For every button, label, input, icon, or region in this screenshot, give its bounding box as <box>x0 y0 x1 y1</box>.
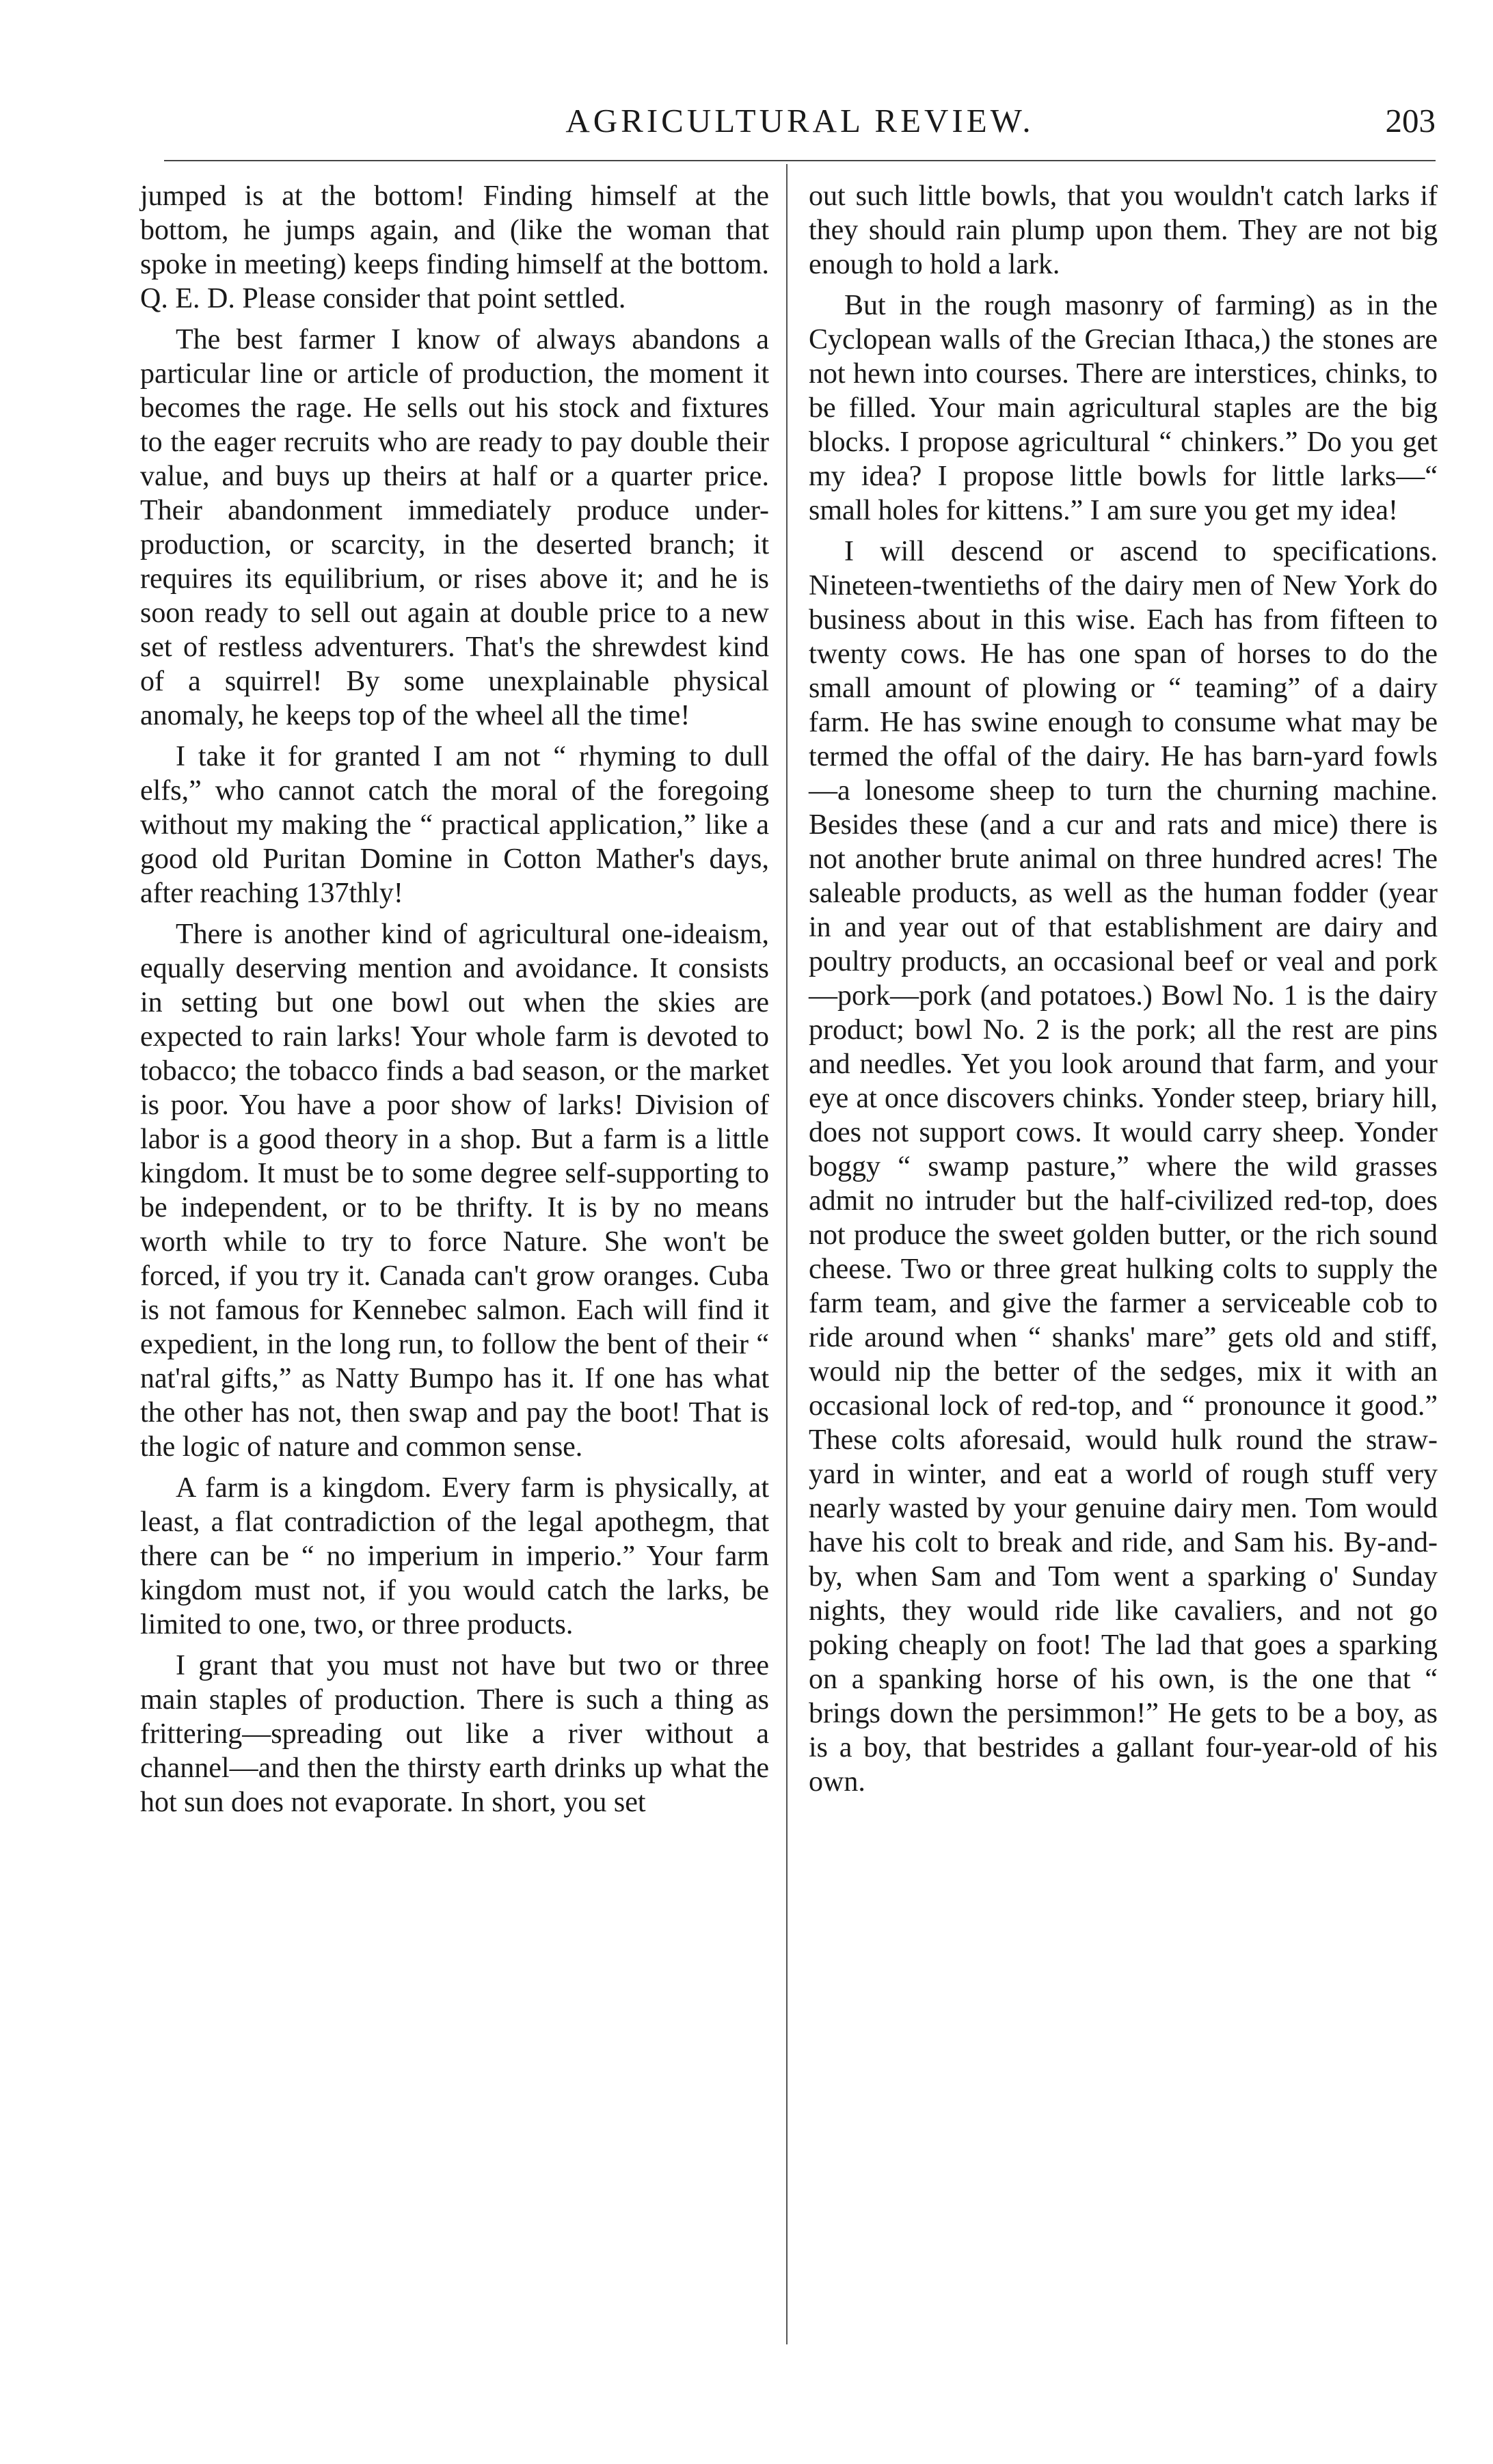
paragraph: But in the rough masonry of farming) as in the Cyclopean walls of the Grecian Ithaca,) the stones are not hewn into courses. There are interstices, chinks, to be filled. Your main agricultural staples are the big blocks. I propose agricultural “ chinkers.” Do you get my idea? I propose little bowls for little larks—“ small holes for kittens.” I am sure you get my idea! <box>809 290 1438 526</box>
paragraph: jumped is at the bottom! Finding himself at the bottom, he jumps again, and (like the woman that spoke in meeting) keeps finding himself at the bottom. Q. E. D. Please consider that point settled. <box>140 180 769 314</box>
running-header <box>164 101 1436 149</box>
paragraph: I take it for granted I am not “ rhyming to dull elfs,” who cannot catch the moral of the foregoing without my making the “ practical application,” like a good old Puritan Domine in Cotton Mather's days, after reaching 137thly! <box>140 741 769 909</box>
paragraph: There is another kind of agricultural one-ideaism, equally deserving mention and avoidance. It consists in setting but one bowl out when the skies are expected to rain larks! Your whole farm is devoted to tobacco; the tobacco finds a bad season, or the market is poor. You have a poor show of larks! Division of labor is a good theory in a shop. But a farm is a little kingdom. It must be to some degree self-supporting to be independent, or to be thrifty. It is by no means worth while to try to force Nature. She won't be forced, if you try it. Canada can't grow oranges. Cuba is not famous for Kennebec salmon. Each will find it expedient, in the long run, to follow the bent of their “ nat'ral gifts,” as Natty Bumpo has it. If one has what the other has not, then swap and pay the boot! That is the logic of nature and common sense. <box>140 919 769 1463</box>
paragraph: out such little bowls, that you wouldn't catch larks if they should rain plump upon them. They are not big enough to hold a lark. <box>809 180 1438 280</box>
left-column <box>140 179 769 1826</box>
paragraph: I grant that you must not have but two or three main staples of production. There is such a thing as frittering—spreading out like a river without a channel—and then the thirsty earth drinks up what the hot sun does not evaporate. In short, you set <box>140 1650 769 1818</box>
header-rule <box>164 160 1436 161</box>
paragraph: I will descend or ascend to specifications. Nineteen-twentieths of the dairy men of New York do business about in this wise. Each has from fifteen to twenty cows. He has one span of horses to do the small amount of plowing or “ teaming” of a dairy farm. He has swine enough to consume what may be termed the offal of the dairy. He has barn-yard fowls—a lonesome sheep to turn the churning machine. Besides these (and a cur and rats and mice) there is not another brute animal on three hundred acres! The saleable products, as well as the human fodder (year in and year out of that establishment are dairy and poultry products, an occasional beef or veal and pork—pork—pork (and potatoes.) Bowl No. 1 is the dairy product; bowl No. 2 is the pork; all the rest are pins and needles. Yet you look around that farm, and your eye at once discovers chinks. Yonder steep, briary hill, does not support cows. It would carry sheep. Yonder boggy “ swamp pasture,” where the wild grasses admit no intruder but the half-civilized red-top, does not produce the sweet golden butter, or the rich sound cheese. Two or three great hulking colts to supply the farm team, and give the farmer a serviceable cob to ride around when “ shanks' mare” gets old and stiff, would nip the better of the sedges, mix it with an occasional lock of red-top, and “ pronounce it good.” These colts aforesaid, would hulk round the straw-yard in winter, and eat a world of rough stuff very nearly wasted by your genuine dairy men. Tom would have his colt to break and ride, and Sam his. By-and-by, when Sam and Tom went a sparking o' Sunday nights, they would ride like cavaliers, and not go poking cheaply on foot! The lad that goes a sparking on a spanking horse of his own, is the one that “ brings down the persimmon!” He gets to be a boy, as is a boy, that bestrides a gallant four-year-old of his own. <box>809 536 1438 1798</box>
paragraph: The best farmer I know of always abandons a particular line or article of production, the moment it becomes the rage. He sells out his stock and fixtures to the eager recruits who are ready to pay double their value, and buys up theirs at half or a quarter price. Their abandonment immediately produce under-production, or scarcity, in the deserted branch; it requires its equilibrium, or rises above it; and he is soon ready to sell out again at double price to a new set of restless adventurers. That's the shrewdest kind of a squirrel! By some unexplainable physical anomaly, he keeps top of the wheel all the time! <box>140 324 769 731</box>
column-divider <box>786 164 788 2344</box>
paragraph: A farm is a kingdom. Every farm is physically, at least, a flat contradiction of the legal apothegm, that there can be “ no imperium in imperio.” Your farm kingdom must not, if you would catch the larks, be limited to one, two, or three products. <box>140 1472 769 1640</box>
right-column <box>809 179 1438 1806</box>
page-number: 203 <box>1385 102 1436 139</box>
running-title: AGRICULTURAL REVIEW. <box>565 102 1034 139</box>
